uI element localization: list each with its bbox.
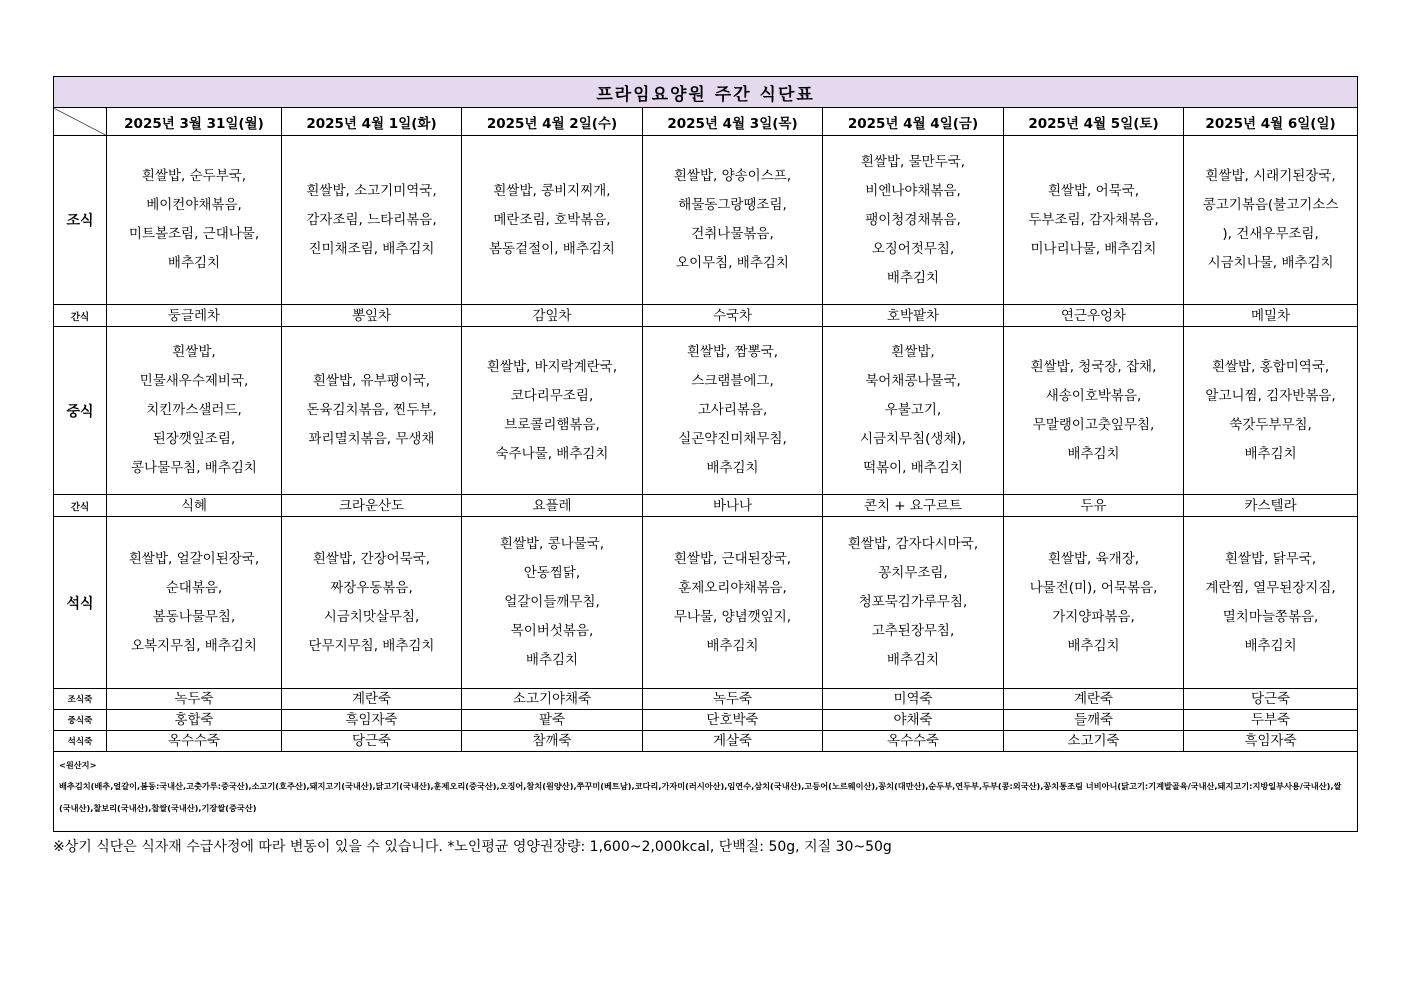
menu-cell-meal: 흰쌀밥, 간장어묵국, 짜장우동볶음, 시금치맛살무침, 단무지무침, 배추김치 [282,517,462,689]
menu-cell-meal: 흰쌀밥, 콩비지찌개, 메란조림, 호박볶음, 봄동겉절이, 배추김치 [462,136,643,305]
menu-cell-juk: 녹두죽 [643,689,823,710]
row-label: 석식죽 [54,731,107,752]
menu-cell-meal: 흰쌀밥, 홍합미역국, 알고니찜, 김자반볶음, 쑥갓두부무침, 배추김치 [1184,327,1358,495]
menu-cell-snack: 뽕잎차 [282,305,462,327]
menu-row-snack [54,495,1358,517]
menu-cell-meal: 흰쌀밥, 닭무국, 계란찜, 열무된장지짐, 멸치마늘쫑볶음, 배추김치 [1184,517,1358,689]
menu-cell-meal: 흰쌀밥, 물만두국, 비엔나야채볶음, 팽이청경채볶음, 오징어젓무침, 배추김치 [823,136,1004,305]
date-header-6: 2025년 4월 6일(일) [1184,108,1358,136]
menu-cell-meal: 흰쌀밥, 얼갈이된장국, 순대볶음, 봄동나물무침, 오복지무침, 배추김치 [107,517,282,689]
row-label: 조식죽 [54,689,107,710]
menu-cell-snack: 둥글레차 [107,305,282,327]
menu-cell-snack: 크라운산도 [282,495,462,517]
menu-cell-juk: 당근죽 [282,731,462,752]
row-label: 간식 [54,495,107,517]
row-label: 조식 [54,136,107,305]
menu-row-juk [54,710,1358,731]
menu-cell-meal: 흰쌀밥, 민물새우수제비국, 치킨까스샐러드, 된장깻잎조림, 콩나물무침, 배추김치 [107,327,282,495]
menu-cell-meal: 흰쌀밥, 근대된장국, 훈제오리야채볶음, 무나물, 양념깻잎지, 배추김치 [643,517,823,689]
menu-cell-meal: 흰쌀밥, 양송이스프, 해물동그랑땡조림, 건취나물볶음, 오이무침, 배추김치 [643,136,823,305]
origin-info [54,752,1358,832]
menu-row-juk [54,731,1358,752]
menu-cell-meal: 흰쌀밥, 북어채콩나물국, 우불고기, 시금치무침(생채), 떡볶이, 배추김치 [823,327,1004,495]
menu-cell-juk: 홍합죽 [107,710,282,731]
footer-note: ※상기 식단은 식자재 수급사정에 따라 변동이 있을 수 있습니다. *노인평균 영양권장량: 1,600~2,000kcal, 단백질: 50g, 지질 30~50g [53,839,892,855]
menu-cell-snack: 바나나 [643,495,823,517]
menu-cell-juk: 옥수수죽 [107,731,282,752]
menu-cell-snack: 식혜 [107,495,282,517]
menu-cell-juk: 야채죽 [823,710,1004,731]
date-header-row [54,108,1358,136]
date-header-2: 2025년 4월 2일(수) [462,108,643,136]
origin-row [54,752,1358,832]
menu-cell-meal: 흰쌀밥, 소고기미역국, 감자조림, 느타리볶음, 진미채조림, 배추김치 [282,136,462,305]
menu-cell-juk: 게살죽 [643,731,823,752]
menu-cell-juk: 단호박죽 [643,710,823,731]
menu-cell-juk: 참깨죽 [462,731,643,752]
row-label: 석식 [54,517,107,689]
menu-cell-meal: 흰쌀밥, 감자다시마국, 꽁치무조림, 청포묵김가루무침, 고추된장무침, 배추김치 [823,517,1004,689]
row-label: 중식 [54,327,107,495]
menu-cell-snack: 수국차 [643,305,823,327]
menu-cell-juk: 계란죽 [1004,689,1184,710]
date-header-0: 2025년 3월 31일(월) [107,108,282,136]
origin-text: 배추김치(배추,얼갈이,봄동:국내산,고춧가루:중국산),소고기(호주산),돼지고기(국내산),닭고기(국내산),훈제오리(중국산),오징어,참치(원양산),쭈꾸미(베트남),코다리,가자미(러시아산),임연수,삼치(국내산),고등어(노르웨이산),꽁치(대만산),순두부,연두부,두부(콩:외국산),꽁치통조림 너비아니(닭고기:기계발골육/국내산,돼지고기:지방일부사용/국내산),쌀(국내산),찰보리(국내산),찹쌀(국내산),기장쌀(중국산) [59,781,1342,813]
menu-cell-juk: 소고기야채죽 [462,689,643,710]
menu-cell-meal: 흰쌀밥, 순두부국, 베이컨야채볶음, 미트볼조림, 근대나물, 배추김치 [107,136,282,305]
menu-cell-snack: 메밀차 [1184,305,1358,327]
menu-cell-snack: 콘치 + 요구르트 [823,495,1004,517]
menu-cell-snack: 요플레 [462,495,643,517]
menu-cell-juk: 옥수수죽 [823,731,1004,752]
menu-cell-snack: 카스텔라 [1184,495,1358,517]
menu-row-snack [54,305,1358,327]
menu-cell-meal: 흰쌀밥, 유부팽이국, 돈육김치볶음, 찐두부, 꽈리멸치볶음, 무생채 [282,327,462,495]
menu-cell-meal: 흰쌀밥, 콩나물국, 안동찜닭, 얼갈이들깨무침, 목이버섯볶음, 배추김치 [462,517,643,689]
menu-title: 프라임요양원 주간 식단표 [54,77,1358,108]
menu-cell-juk: 팥죽 [462,710,643,731]
menu-cell-juk: 미역죽 [823,689,1004,710]
date-header-3: 2025년 4월 3일(목) [643,108,823,136]
menu-cell-juk: 계란죽 [282,689,462,710]
menu-cell-juk: 당근죽 [1184,689,1358,710]
menu-cell-snack: 호박팥차 [823,305,1004,327]
menu-cell-meal: 흰쌀밥, 어묵국, 두부조림, 감자채볶음, 미나리나물, 배추김치 [1004,136,1184,305]
menu-cell-meal: 흰쌀밥, 청국장, 잡채, 새송이호박볶음, 무말랭이고춧잎무침, 배추김치 [1004,327,1184,495]
menu-cell-snack: 연근우엉차 [1004,305,1184,327]
menu-row-juk [54,689,1358,710]
menu-cell-juk: 두부죽 [1184,710,1358,731]
date-header-1: 2025년 4월 1일(화) [282,108,462,136]
date-header-4: 2025년 4월 4일(금) [823,108,1004,136]
date-header-5: 2025년 4월 5일(토) [1004,108,1184,136]
weekly-menu-table [53,76,1358,832]
menu-cell-snack: 감잎차 [462,305,643,327]
menu-row-meal [54,136,1358,305]
menu-cell-juk: 소고기죽 [1004,731,1184,752]
menu-cell-meal: 흰쌀밥, 육개장, 나물전(미), 어묵볶음, 가지양파볶음, 배추김치 [1004,517,1184,689]
menu-cell-meal: 흰쌀밥, 바지락계란국, 코다리무조림, 브로콜리햄볶음, 숙주나물, 배추김치 [462,327,643,495]
menu-cell-meal: 흰쌀밥, 시래기된장국, 콩고기볶음(불고기소스 ), 건새우무조림, 시금치나물, 배추김치 [1184,136,1358,305]
menu-cell-juk: 들깨죽 [1004,710,1184,731]
menu-cell-meal: 흰쌀밥, 짬뽕국, 스크램블에그, 고사리볶음, 실곤약진미채무침, 배추김치 [643,327,823,495]
menu-cell-snack: 두유 [1004,495,1184,517]
menu-cell-juk: 흑임자죽 [282,710,462,731]
menu-row-meal [54,327,1358,495]
menu-cell-juk: 흑임자죽 [1184,731,1358,752]
menu-row-meal [54,517,1358,689]
menu-cell-juk: 녹두죽 [107,689,282,710]
row-label: 간식 [54,305,107,327]
corner-diagonal-cell [54,108,107,136]
row-label: 중식죽 [54,710,107,731]
origin-heading: <원산지> [59,760,97,770]
